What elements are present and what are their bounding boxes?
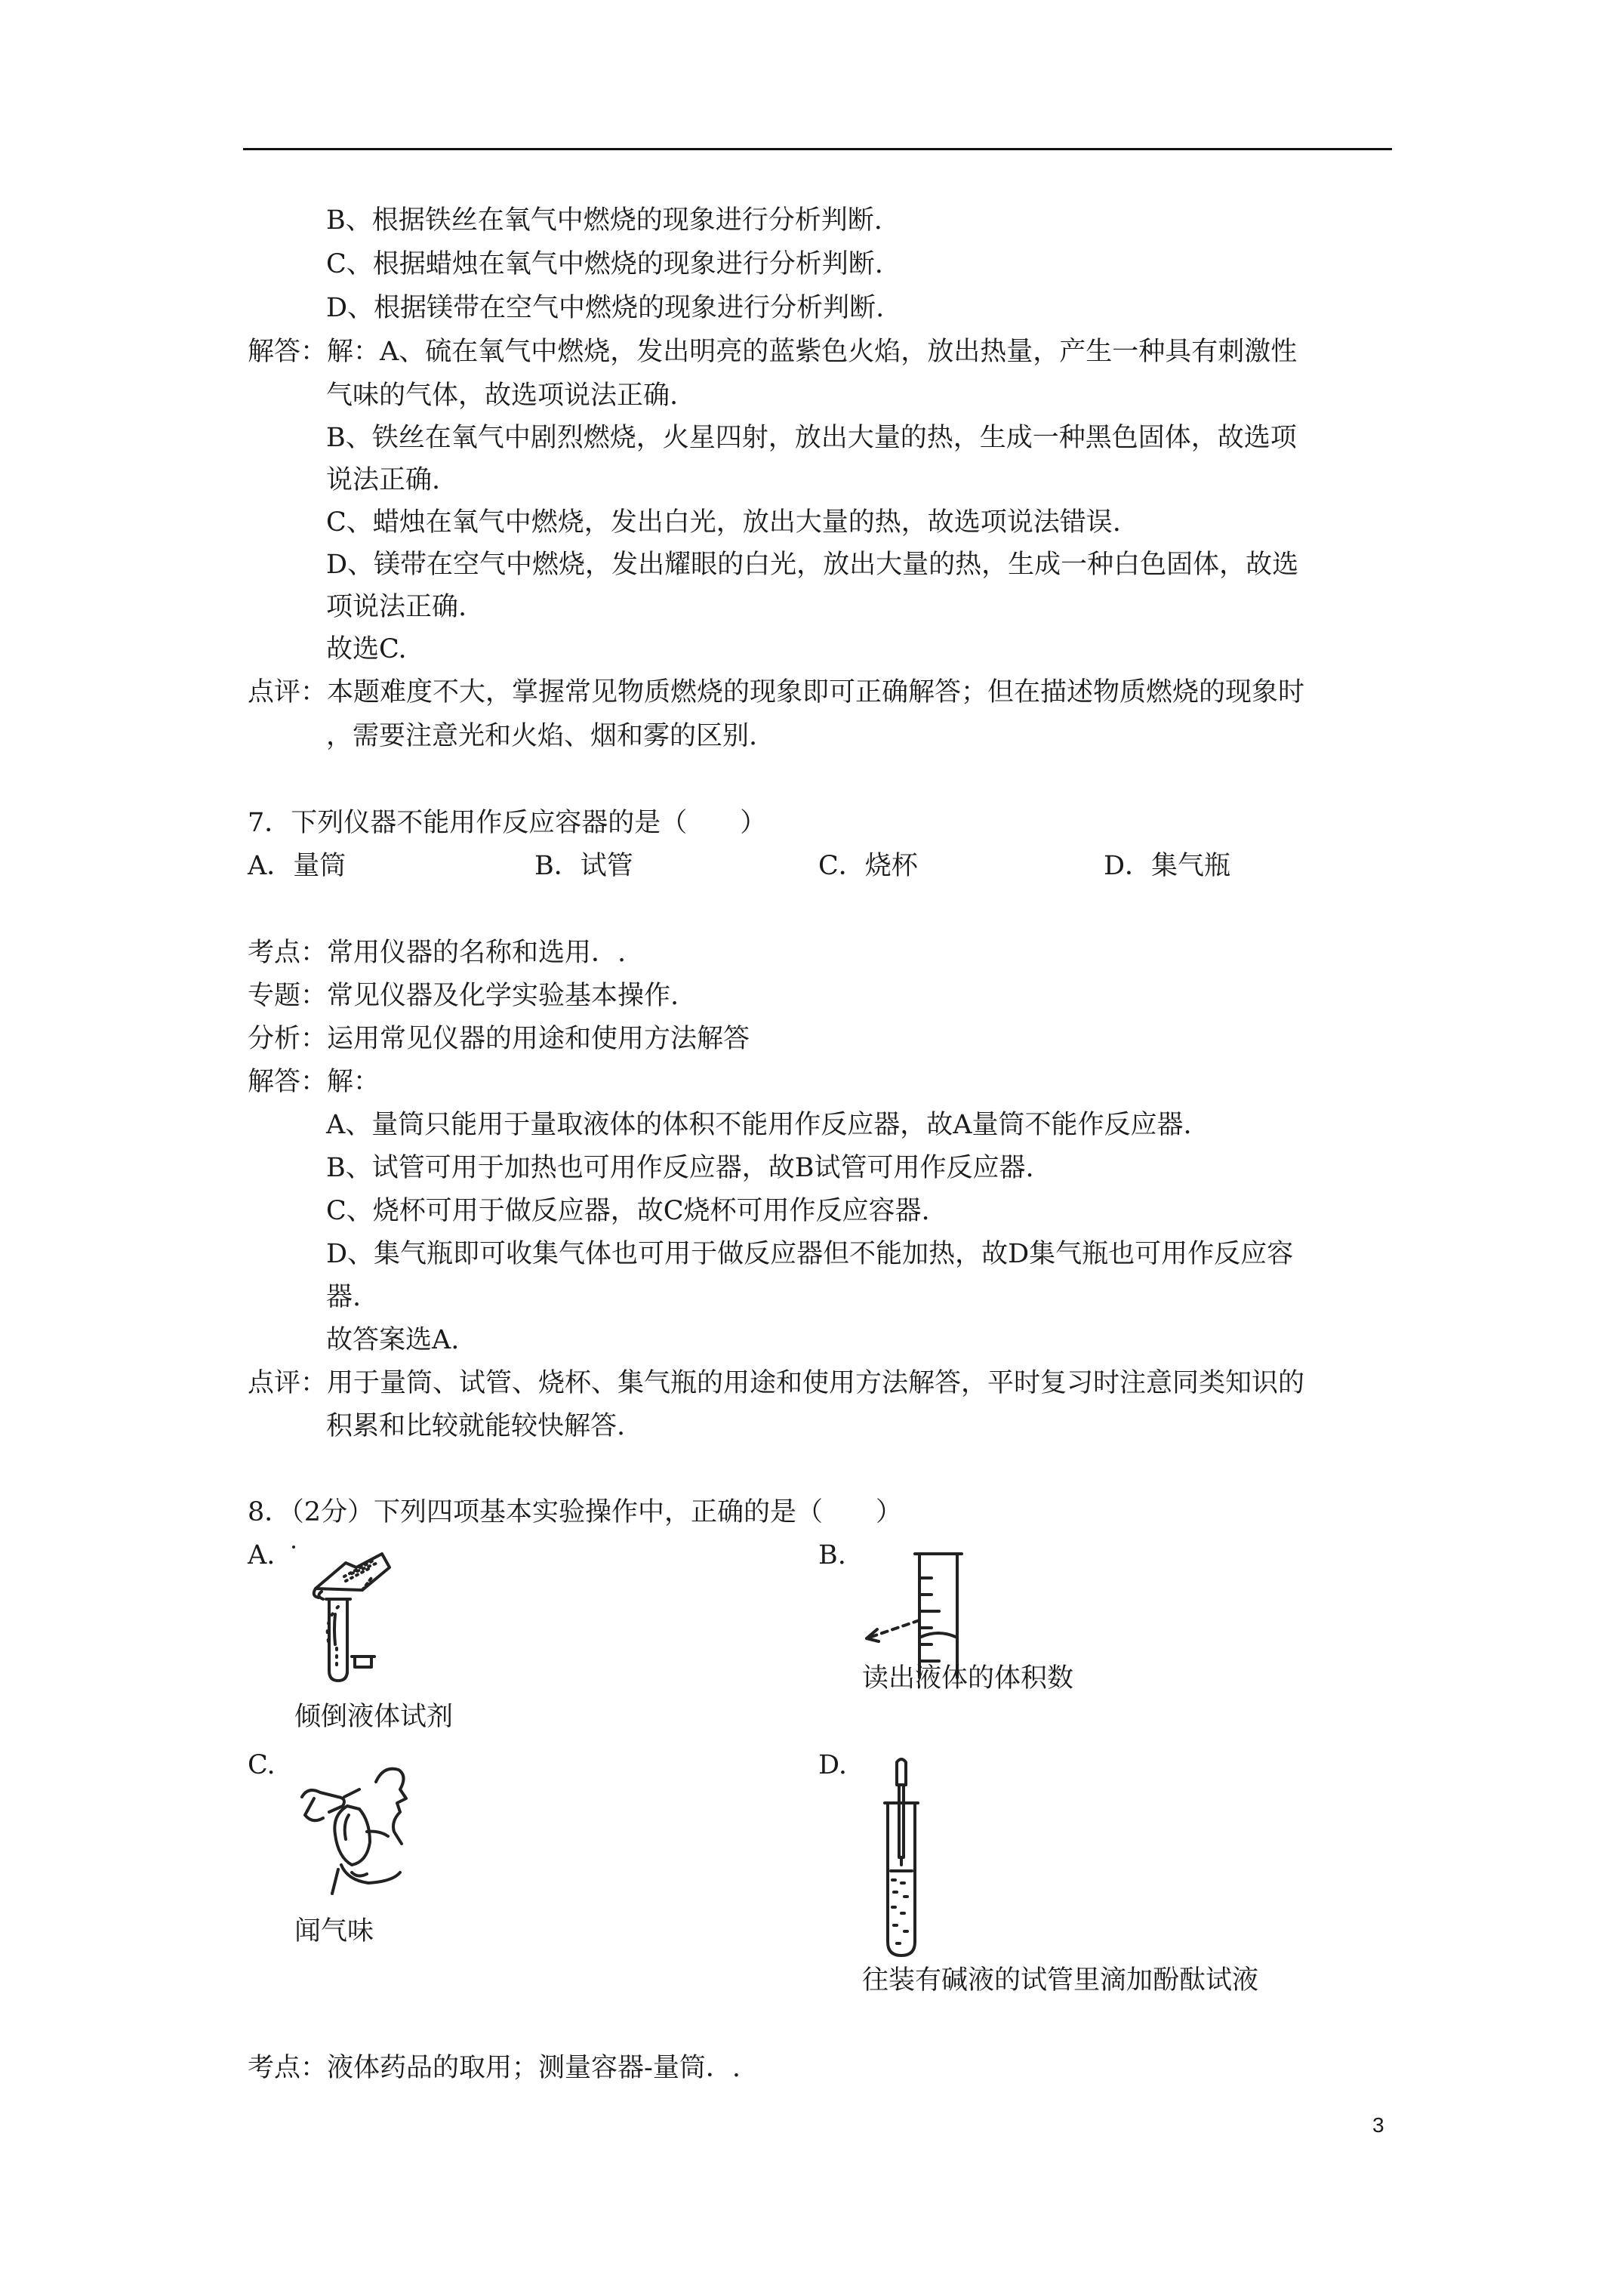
q6-hint-b: B、根据铁丝在氧气中燃烧的现象进行分析判断. (326, 205, 882, 236)
header-rule (243, 148, 1392, 150)
q7-solution-a: A、量筒只能用于量取液体的体积不能用作反应器，故A量筒不能作反应器. (326, 1110, 1192, 1140)
q6-solution-line1: 解答：解：A、硫在氧气中燃烧，发出明亮的蓝紫色火焰，放出热量，产生一种具有刺激性 (248, 337, 1298, 367)
q8-option-d-caption: 往装有碱液的试管里滴加酚酞试液 (862, 1965, 1259, 1996)
add-indicator-illustration (859, 1758, 942, 1962)
q8-option-a-letter: A. (248, 1540, 276, 1570)
q6-solution-c: C、蜡烛在氧气中燃烧，发出白光，放出大量的热，故选项说法错误. (326, 507, 1121, 538)
q7-solution-d2: 器. (326, 1282, 362, 1312)
q6-solution-b1: B、铁丝在氧气中剧烈燃烧，火星四射，放出大量的热，生成一种黑色固体，故选项 (326, 423, 1297, 453)
q7-kaodian: 考点：常用仪器的名称和选用．. (248, 938, 627, 968)
q6-hint-c: C、根据蜡烛在氧气中燃烧的现象进行分析判断. (326, 249, 883, 279)
q8-option-c-letter: C. (248, 1750, 276, 1780)
q8-option-b-caption: 读出液体的体积数 (862, 1663, 1074, 1693)
q6-solution-line2: 气味的气体，故选项说法正确. (326, 381, 679, 411)
q7-jieda: 解答：解： (248, 1067, 380, 1097)
q8-option-a-caption: 倾倒液体试剂 (294, 1702, 454, 1732)
pour-liquid-illustration (293, 1546, 429, 1690)
q6-hint-d: D、根据镁带在空气中燃烧的现象进行分析判断. (326, 293, 885, 323)
page-number: 3 (1372, 2113, 1384, 2137)
q6-comment-line2: ，需要注意光和火焰、烟和雾的区别. (326, 721, 758, 751)
q7-option-b: B．试管 (534, 851, 633, 881)
q8-option-b-letter: B. (818, 1540, 846, 1570)
q7-solution-b: B、试管可用于加热也可用作反应器，故B试管可用作反应器. (326, 1153, 1034, 1183)
q8-option-d-letter: D. (818, 1750, 847, 1780)
q7-comment-line2: 积累和比较就能较快解答. (326, 1411, 626, 1441)
q8-stem: 8．（2分）下列四项基本实验操作中，正确的是（ ） (248, 1497, 903, 1527)
smell-gas-illustration (294, 1759, 415, 1903)
q7-comment-line1: 点评：用于量筒、试管、烧杯、集气瓶的用途和使用方法解答，平时复习时注意同类知识的 (248, 1368, 1305, 1398)
q6-solution-b2: 说法正确. (326, 465, 441, 495)
q7-solution-c: C、烧杯可用于做反应器，故C烧杯可用作反应容器. (326, 1196, 930, 1226)
q8-kaodian: 考点：液体药品的取用；测量容器-量筒．. (248, 2053, 741, 2083)
q7-option-a: A．量筒 (248, 851, 346, 881)
q6-solution-d1: D、镁带在空气中燃烧，发出耀眼的白光，放出大量的热，生成一种白色固体，故选 (326, 550, 1299, 580)
q7-option-c: C．烧杯 (818, 851, 918, 881)
q7-stem: 7．下列仪器不能用作反应容器的是（ ） (248, 808, 767, 838)
q6-solution-d2: 项说法正确. (326, 592, 467, 622)
q6-answer: 故选C. (326, 634, 407, 664)
q7-solution-d1: D、集气瓶即可收集气体也可用于做反应器但不能加热，故D集气瓶也可用作反应容 (326, 1239, 1294, 1269)
q8-option-c-caption: 闻气味 (294, 1916, 374, 1946)
q7-option-d: D．集气瓶 (1104, 851, 1231, 881)
q6-comment-line1: 点评：本题难度不大，掌握常见物质燃烧的现象即可正确解答；但在描述物质燃烧的现象时 (248, 677, 1305, 707)
q7-fenxi: 分析：运用常见仪器的用途和使用方法解答 (248, 1024, 750, 1054)
q7-answer: 故答案选A. (326, 1325, 460, 1355)
q7-zhuanti: 专题：常见仪器及化学实验基本操作. (248, 981, 679, 1011)
